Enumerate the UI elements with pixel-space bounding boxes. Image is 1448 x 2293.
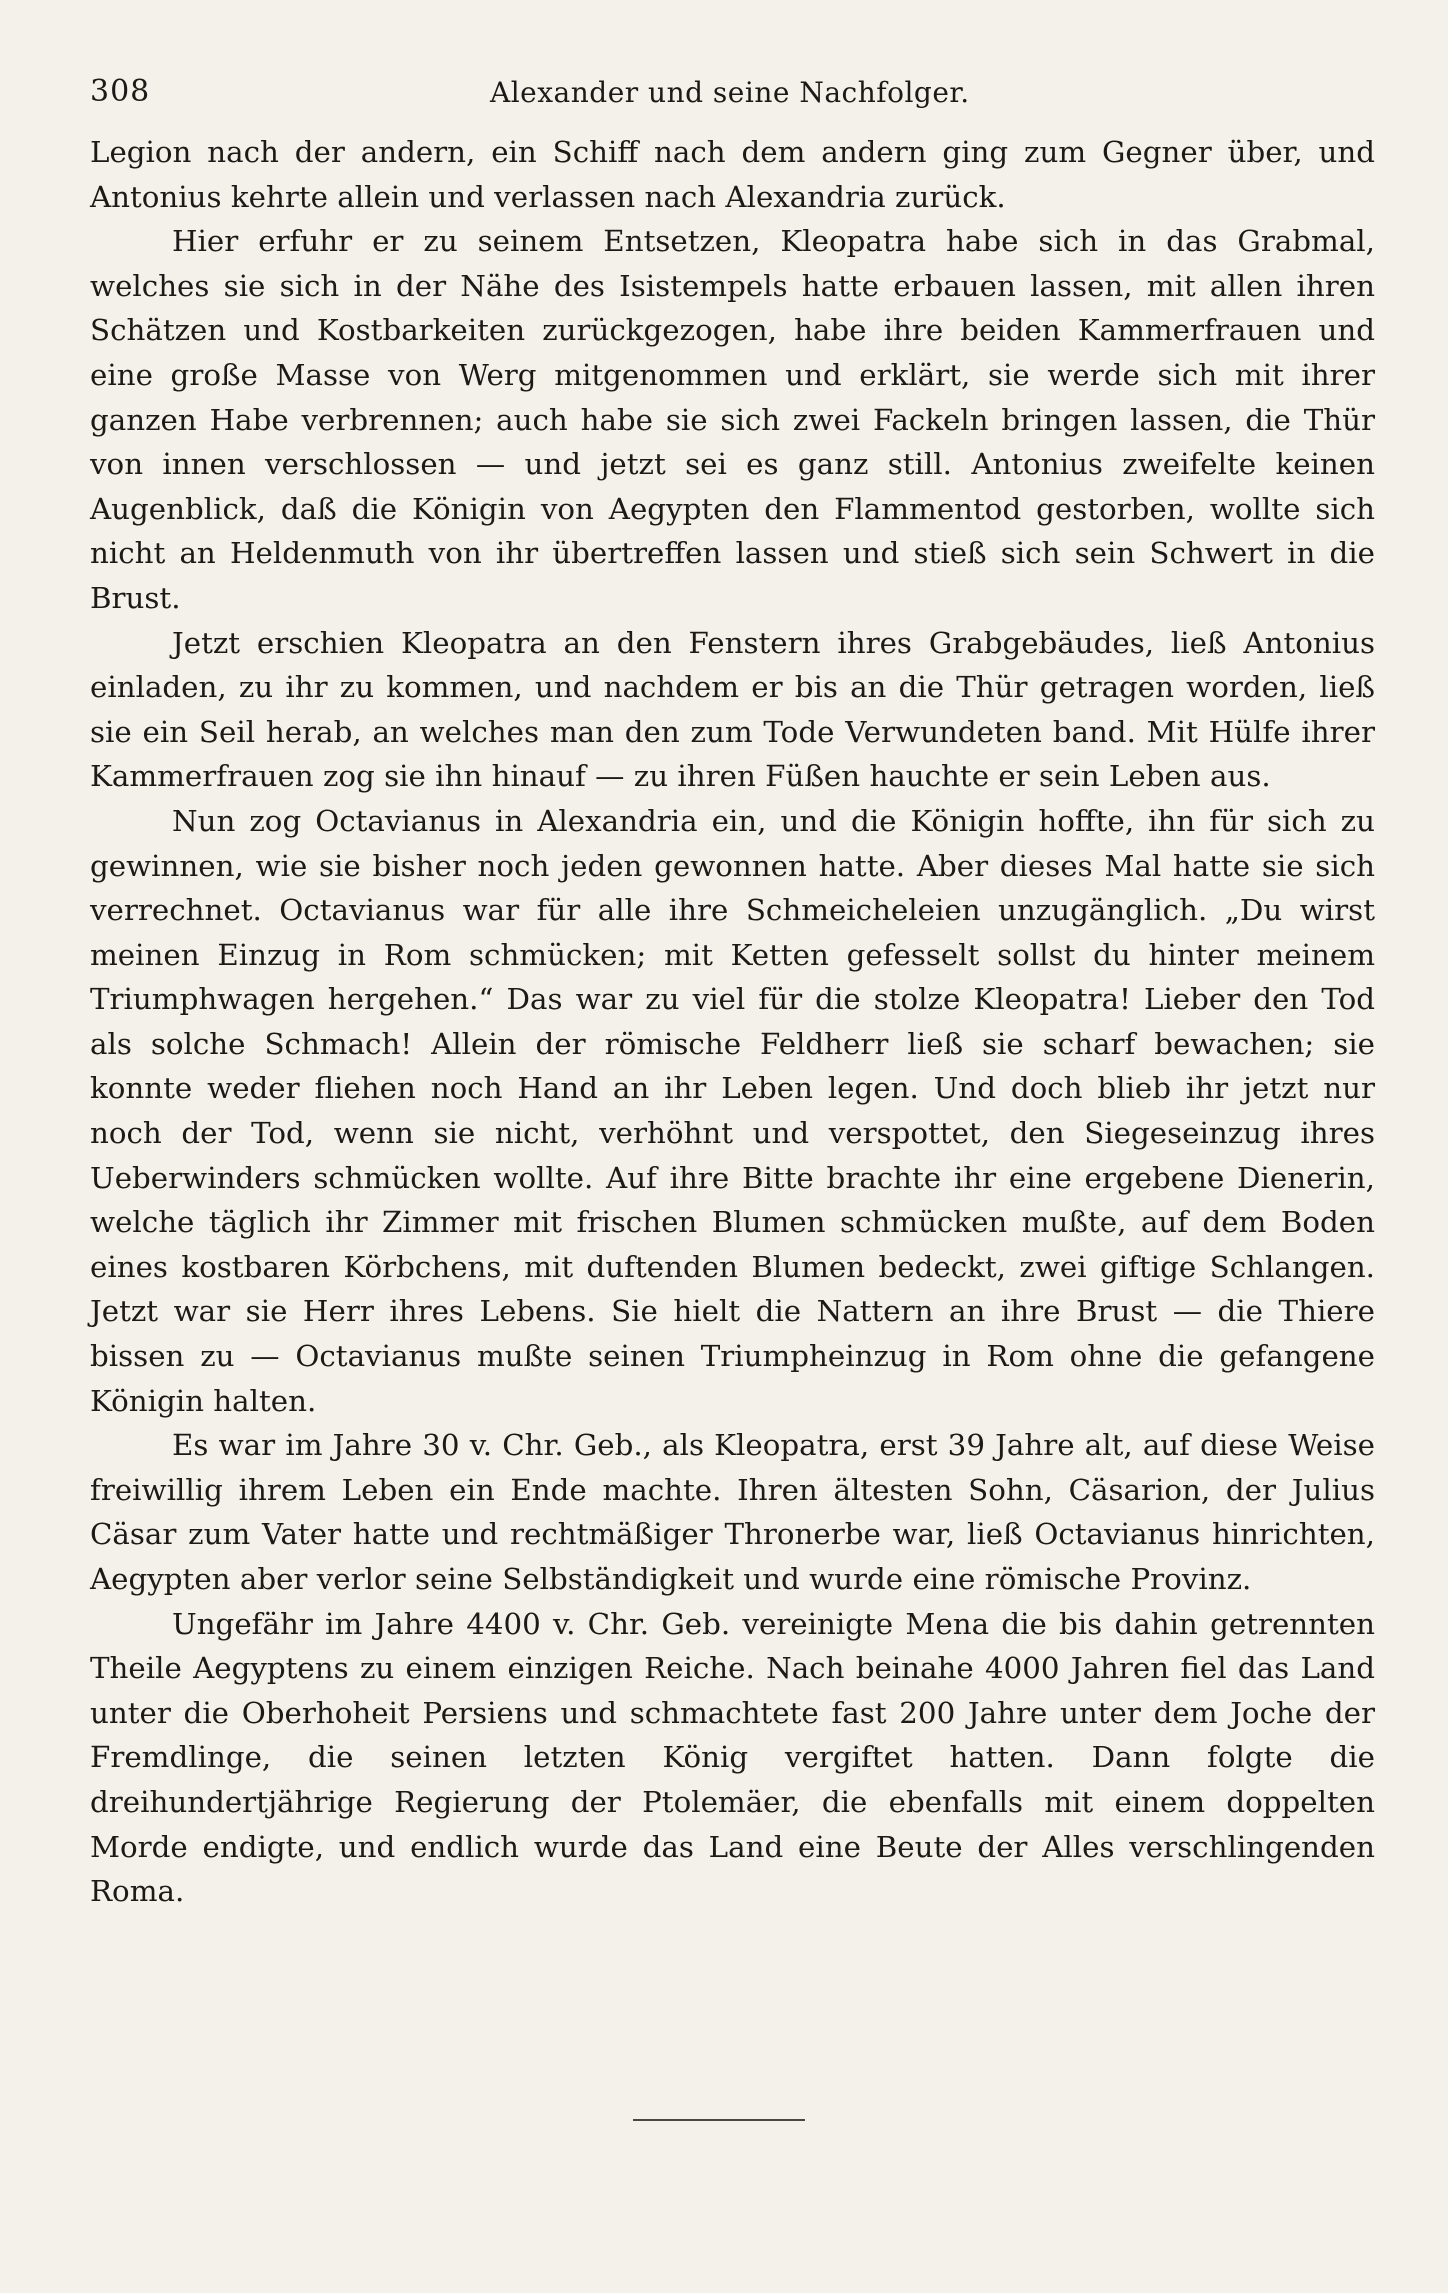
paragraph: Ungefähr im Jahre 4400 v. Chr. Geb. vereinigte Mena die bis dahin getrennten Theile Aegyptens zu einem einzigen Reiche. Nach beinahe 4000 Jahren fiel das Land unter die Oberhoheit Persiens und schmachtete fast 200 Jahre unter dem Joche der Fremdlinge, die seinen letzten König vergiftet hatten. Dann folgte die dreihundertjährige Regierung der Ptolemäer, die ebenfalls mit einem doppelten Morde endigte, und endlich wurde das Land eine Beute der Alles verschlingenden Roma. xyxy=(90,1606,1375,1909)
running-head xyxy=(90,74,1380,124)
body-text xyxy=(90,130,1375,1914)
running-title: Alexander und seine Nachfolger. xyxy=(490,76,970,109)
paragraph: Jetzt erschien Kleopatra an den Fenstern ihres Grabgebäudes, ließ Antonius einladen, zu ihr zu kommen, und nachdem er bis an die Thür getragen worden, ließ sie ein Seil herab, an welches man den zum Tode Verwundeten band. Mit Hülfe ihrer Kammerfrauen zog sie ihn hinauf — zu ihren Füßen hauchte er sein Leben aus. xyxy=(90,625,1375,794)
paragraph: Nun zog Octavianus in Alexandria ein, und die Königin hoffte, ihn für sich zu gewinnen, wie sie bisher noch jeden gewonnen hatte. Aber dieses Mal hatte sie sich verrechnet. Octavianus war für alle ihre Schmeicheleien unzugänglich. „Du wirst meinen Einzug in Rom schmücken; mit Ketten gefesselt sollst du hinter meinem Triumphwagen hergehen.“ Das war zu viel für die stolze Kleopatra! Lieber den Tod als solche Schmach! Allein der römische Feldherr ließ sie scharf bewachen; sie konnte weder fliehen noch Hand an ihr Leben legen. Und doch blieb ihr jetzt nur noch der Tod, wenn sie nicht, verhöhnt und verspottet, den Siegeseinzug ihres Ueberwinders schmücken wollte. Auf ihre Bitte brachte ihr eine ergebene Dienerin, welche täglich ihr Zimmer mit frischen Blumen schmücken mußte, auf dem Boden eines kostbaren Körbchens, mit duftenden Blumen bedeckt, zwei giftige Schlangen. Jetzt war sie Herr ihres Lebens. Sie hielt die Nattern an ihre Brust — die Thiere bissen zu — Octavianus mußte seinen Triumpheinzug in Rom ohne die gefangene Königin halten. xyxy=(90,803,1375,1418)
paragraph: Es war im Jahre 30 v. Chr. Geb., als Kleopatra, erst 39 Jahre alt, auf diese Weise freiwillig ihrem Leben ein Ende machte. Ihren ältesten Sohn, Cäsarion, der Julius Cäsar zum Vater hatte und rechtmäßiger Thronerbe war, ließ Octavianus hinrichten, Aegypten aber verlor seine Selbständigkeit und wurde eine römische Provinz. xyxy=(90,1428,1375,1596)
paragraph: Legion nach der andern, ein Schiff nach dem andern ging zum Gegner über, und Antonius kehrte allein und verlassen nach Alexandria zurück. xyxy=(90,135,1375,214)
paragraph: Hier erfuhr er zu seinem Entsetzen, Kleopatra habe sich in das Grabmal, welches sie sich in der Nähe des Isistempels hatte erbauen lassen, mit allen ihren Schätzen und Kostbarkeiten zurückgezogen, habe ihre beiden Kammerfrauen und eine große Masse von Werg mitgenommen und erklärt, sie werde sich mit ihrer ganzen Habe verbrennen; auch habe sie sich zwei Fackeln bringen lassen, die Thür von innen verschlossen — und jetzt sei es ganz still. Antonius zweifelte keinen Augenblick, daß die Königin von Aegypten den Flammentod gestorben, wollte sich nicht an Heldenmuth von ihr übertreffen lassen und stieß sich sein Schwert in die Brust. xyxy=(90,224,1375,615)
page-number: 308 xyxy=(90,74,151,109)
section-end-rule xyxy=(633,2119,805,2121)
